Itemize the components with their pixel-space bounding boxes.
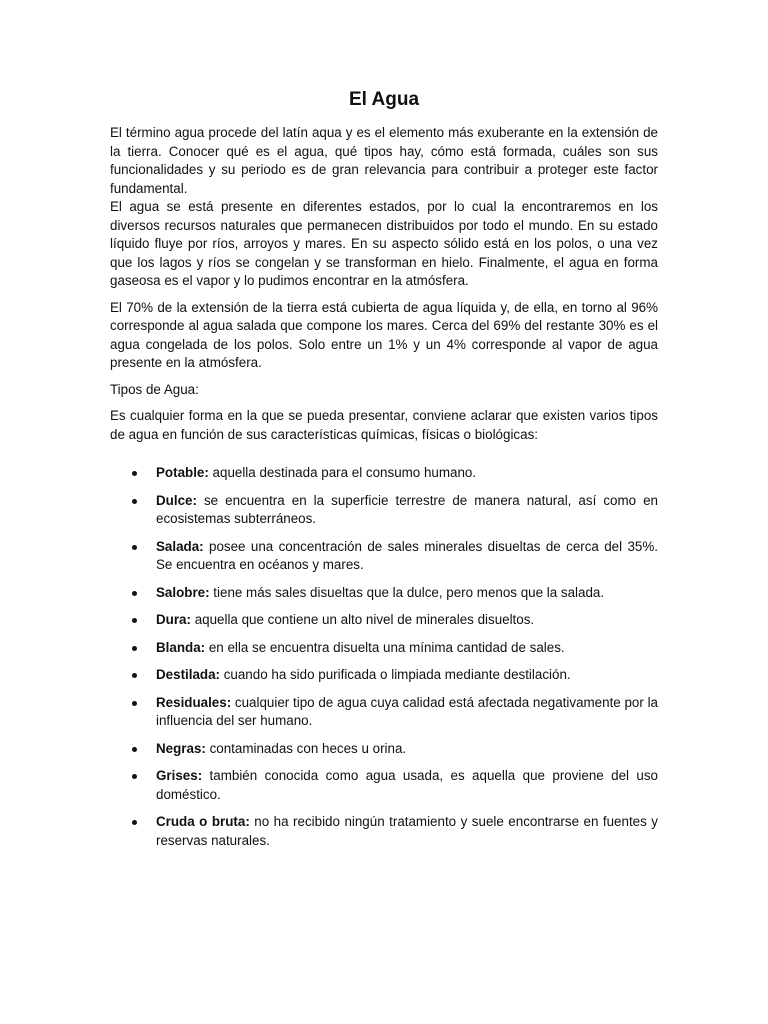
document-body: [110, 124, 658, 859]
list-item: [110, 813, 658, 850]
list-item-description: no ha recibido ningún tratamiento y suele encontrarse en fuentes y reservas naturales.: [156, 814, 658, 848]
list-item-description: cuando ha sido purificada o limpiada mediante destilación.: [220, 667, 571, 682]
list-item-term: Blanda:: [156, 639, 206, 655]
list-item: [110, 666, 658, 685]
bullet-icon: [132, 820, 137, 825]
list-item: [110, 740, 658, 759]
list-item-description: aquella destinada para el consumo humano.: [208, 465, 477, 480]
list-item-term: Grises:: [156, 768, 203, 783]
list-item-description: cualquier tipo de agua cuya calidad está afectada negativamente por la influencia del ser humano.: [156, 694, 658, 728]
types-intro-paragraph: Es cualquier forma en la que se pueda presentar, conviene aclarar que existen varios tipos de agua en función de sus características químicas, físicas o biológicas:: [110, 408, 658, 442]
list-item: [110, 584, 658, 603]
bullet-icon: [132, 673, 137, 678]
list-item: [110, 694, 658, 731]
percent-paragraph: El 70% de la extensión de la tierra está cubierta de agua líquida y, de ella, en torno al 96% corresponde al agua salada que compone los mares. Cerca del 69% del restante 30% es el agua congelada de los polos. Solo entre un 1% y un 4% corresponde al vapor de agua presente en la atmósfera.: [110, 299, 658, 370]
bullet-icon: [132, 646, 137, 651]
list-item-description: contaminadas con heces u orina.: [205, 740, 407, 756]
list-item: [110, 639, 658, 658]
bullet-icon: [132, 774, 137, 779]
intro-paragraph-part-1: El término agua procede del latín aqua y es el elemento más exuberante en la extensión de la tierra. Conocer qué es el agua, qué tipos hay, cómo está formada, cuáles son sus funcionalidades y su periodo es de gran relevancia para contribuir a proteger este factor fundamental.: [110, 125, 658, 196]
list-item-term: Salada:: [156, 538, 204, 554]
list-item-description: aquella que contiene un alto nivel de minerales disueltos.: [190, 612, 535, 627]
list-item-term: Salobre:: [156, 584, 210, 600]
document-title: El Agua: [348, 89, 420, 110]
list-item: [110, 767, 658, 804]
intro-paragraph-part-2: El agua se está presente en diferentes estados, por lo cual la encontraremos en los diversos recursos naturales que permanecen distribuidos por todo el mundo. En su estado líquido fluye por ríos, arroyos y mares. En su aspecto sólido está en los polos, o una vez que los lagos y ríos se congelan y se transforman en hielo. Finalmente, el agua en forma gaseosa es el vapor y lo pudimos encontrar en la atmósfera.: [110, 199, 658, 288]
list-item-term: Potable:: [156, 465, 209, 480]
list-item-term: Dura:: [156, 612, 191, 627]
water-types-list: [110, 464, 658, 850]
list-item-term: Cruda o bruta:: [156, 814, 250, 829]
list-item: [110, 611, 658, 630]
list-item-description: en ella se encuentra disuelta una mínima cantidad de sales.: [205, 639, 565, 655]
bullet-icon: [132, 545, 137, 550]
bullet-icon: [132, 591, 137, 596]
list-item-term: Destilada:: [156, 667, 220, 682]
list-item-description: posee una concentración de sales minerales disueltas de cerca del 35%. Se encuentra en océanos y mares.: [156, 538, 658, 572]
bullet-icon: [132, 747, 137, 752]
list-item-description: también conocida como agua usada, es aquella que proviene del uso doméstico.: [156, 768, 658, 802]
list-item-term: Negras:: [156, 740, 206, 756]
types-heading: Tipos de Agua:: [110, 381, 199, 397]
list-item-term: Residuales:: [156, 694, 232, 710]
list-item: [110, 464, 658, 483]
bullet-icon: [132, 618, 137, 623]
list-item-term: Dulce:: [156, 492, 197, 508]
list-item: [110, 492, 658, 529]
list-item-description: tiene más sales disueltas que la dulce, pero menos que la salada.: [209, 584, 605, 600]
bullet-icon: [132, 499, 137, 504]
list-item-description: se encuentra en la superficie terrestre de manera natural, así como en ecosistemas subterráneos.: [156, 492, 658, 526]
bullet-icon: [132, 471, 137, 476]
bullet-icon: [132, 701, 137, 706]
list-item: [110, 538, 658, 575]
